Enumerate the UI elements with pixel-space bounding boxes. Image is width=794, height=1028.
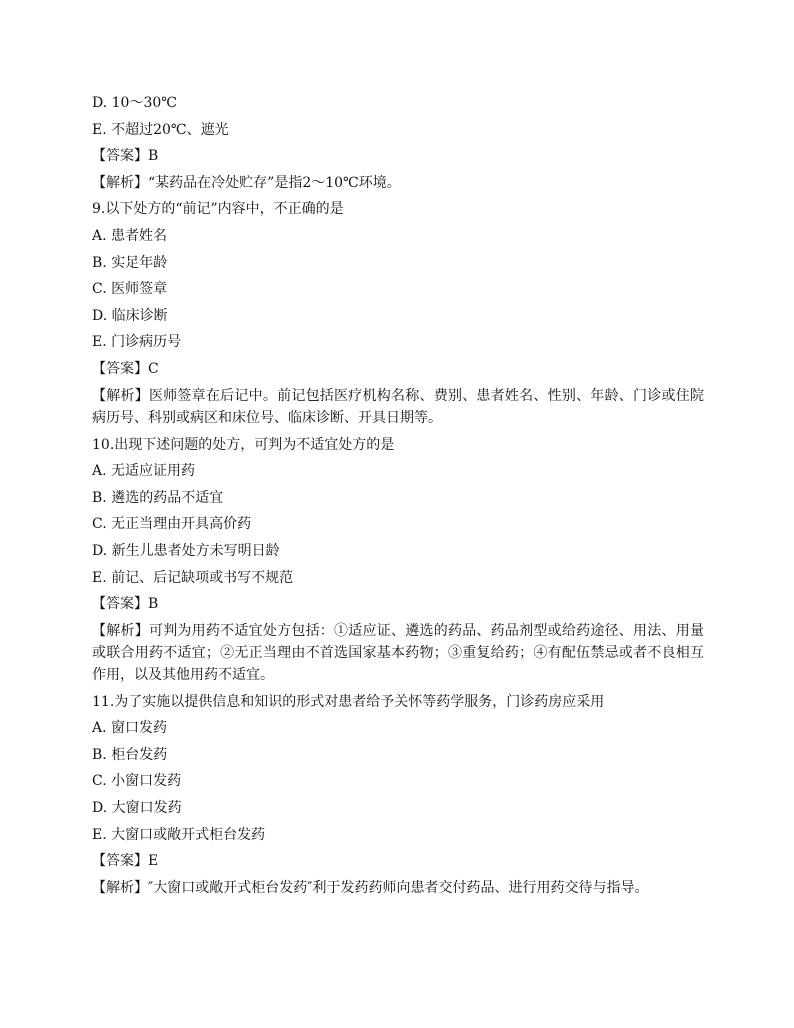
document-content — [92, 90, 704, 902]
option-c: C. 医师签章 — [92, 281, 168, 298]
answer: 【答案】B — [92, 148, 159, 165]
option-b: B. 实足年龄 — [92, 254, 168, 271]
question-11: 11.为了实施以提供信息和知识的形式对患者给予关怀等药学服务，门诊药房应采用 — [92, 693, 605, 710]
option-a: A. 无适应证用药 — [92, 463, 196, 480]
option-b: B. 遴选的药品不适宜 — [92, 489, 224, 506]
explanation: 【解析】“某药品在冷处贮存”是指2～10℃环境。 — [92, 174, 401, 191]
answer: 【答案】C — [92, 360, 159, 377]
option-e: E. 门诊病历号 — [92, 334, 182, 351]
question-9: 9.以下处方的“前记”内容中，不正确的是 — [92, 201, 344, 218]
explanation: 【解析】可判为用药不适宜处方包括：①适应证、遴选的药品、药品剂型或给药途径、用法、用量或联合用药不适宜；②无正当理由不首选国家基本药物；③重复给药；④有配伍禁忌或者不良相互作用，以及其他用药不适宜。 — [92, 622, 704, 683]
option-a: A. 窗口发药 — [92, 720, 168, 737]
option-d: D. 临床诊断 — [92, 307, 168, 324]
option-a: A. 患者姓名 — [92, 227, 168, 244]
option-b: B. 柜台发药 — [92, 746, 168, 763]
explanation: 【解析】″大窗口或敞开式柜台发药″利于发药药师向患者交付药品、进行用药交待与指导。 — [92, 879, 649, 896]
option-e: E. 大窗口或敞开式柜台发药 — [92, 826, 266, 843]
explanation: 【解析】医师签章在后记中。前记包括医疗机构名称、费别、患者姓名、性别、年龄、门诊或住院病历号、科别或病区和床位号、临床诊断、开具日期等。 — [92, 387, 704, 426]
option-d: D. 大窗口发药 — [92, 800, 182, 817]
option-c: C. 小窗口发药 — [92, 773, 182, 790]
option-e: E. 不超过20℃、遮光 — [92, 121, 229, 138]
question-10: 10.出现下述问题的处方，可判为不适宜处方的是 — [92, 436, 395, 453]
answer: 【答案】E — [92, 853, 159, 870]
option-c: C. 无正当理由开具高价药 — [92, 516, 252, 533]
answer: 【答案】B — [92, 596, 159, 613]
option-d: D. 新生儿患者处方未写明日龄 — [92, 542, 280, 559]
option-d: D. 10～30℃ — [92, 95, 177, 111]
option-e: E. 前记、后记缺项或书写不规范 — [92, 569, 294, 586]
